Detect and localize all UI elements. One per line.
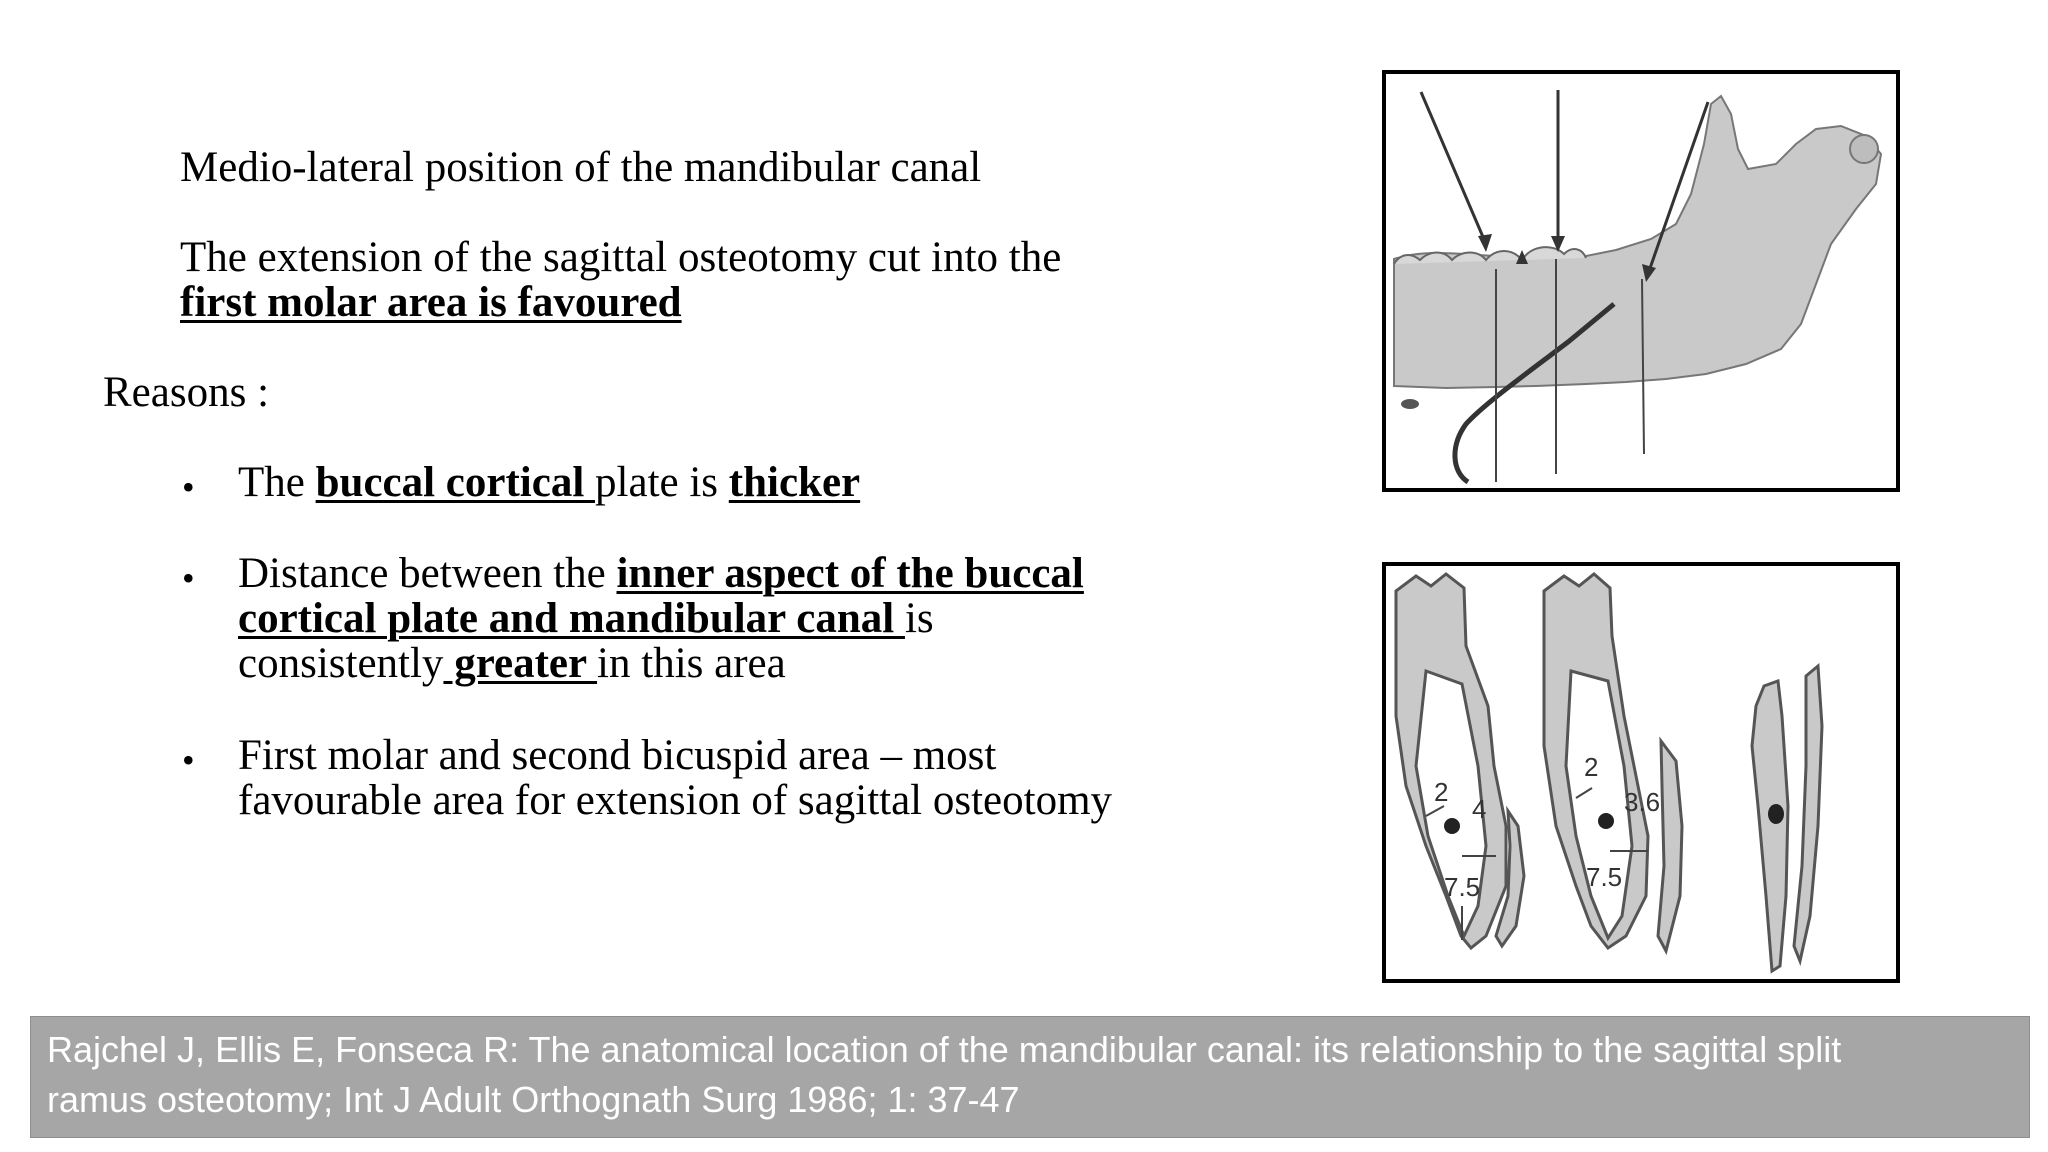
bullet-2-part-1: Distance between the	[238, 550, 617, 597]
bullet-2-emphasis-1b: cortical plate and mandibular canal	[238, 595, 905, 642]
left-section-bottom-label: 7.5	[1444, 872, 1481, 902]
bullet-1-text	[238, 460, 860, 506]
bullet-2-line-3	[238, 641, 786, 687]
slide-heading: Medio-lateral position of the mandibular canal	[180, 144, 982, 191]
left-section-side-label: 4	[1472, 794, 1487, 824]
reasons-label: Reasons :	[103, 369, 270, 416]
bullet-2-line-1	[238, 551, 1084, 597]
cross-section-figure	[1382, 562, 1900, 983]
extension-line-2	[180, 280, 682, 326]
middle-section-bottom-label: 7.5	[1586, 862, 1623, 892]
left-section-top-label: 2	[1434, 777, 1449, 807]
bullet-2-part-3: consistently	[238, 640, 444, 687]
bullet-3-line-2: favourable area for extension of sagittal osteotomy	[238, 777, 1113, 824]
citation-line-1: Rajchel J, Ellis E, Fonseca R: The anatomical location of the mandibular canal: its relationship to the sagittal split	[47, 1029, 1842, 1070]
bullet-marker-3: •	[182, 740, 195, 780]
bullet-1-emphasis-2: thicker	[728, 459, 861, 506]
bullet-marker-2: •	[182, 558, 195, 598]
bullet-1-part-2: plate is	[595, 459, 729, 506]
bullet-1-part-1: The	[238, 459, 316, 506]
bullet-2-part-2: is	[904, 595, 934, 642]
extension-emphasis: first molar area is favoured	[180, 279, 682, 326]
bullet-3-line-1: First molar and second bicuspid area – most	[238, 732, 997, 779]
bullet-marker-1: •	[182, 467, 195, 507]
middle-section-side-label: 3.6	[1624, 787, 1661, 817]
citation-line-2: ramus osteotomy; Int J Adult Orthognath Surg 1986; 1: 37-47	[47, 1079, 1020, 1120]
bullet-1-emphasis-1: buccal cortical	[315, 459, 596, 506]
middle-section-top-label: 2	[1584, 752, 1599, 782]
citation-bar	[30, 1016, 2030, 1138]
bullet-2-emphasis-1a: inner aspect of the buccal	[616, 550, 1084, 597]
bullet-2-emphasis-2: greater	[443, 640, 598, 687]
mandible-osteotomy-figure	[1382, 70, 1900, 492]
extension-line-1: The extension of the sagittal osteotomy cut into the	[180, 234, 1062, 281]
bullet-2-part-4: in this area	[597, 640, 786, 687]
cross-section-illustration	[1386, 566, 1896, 979]
bullet-2-line-2	[238, 596, 934, 642]
mandible-illustration	[1386, 74, 1896, 488]
